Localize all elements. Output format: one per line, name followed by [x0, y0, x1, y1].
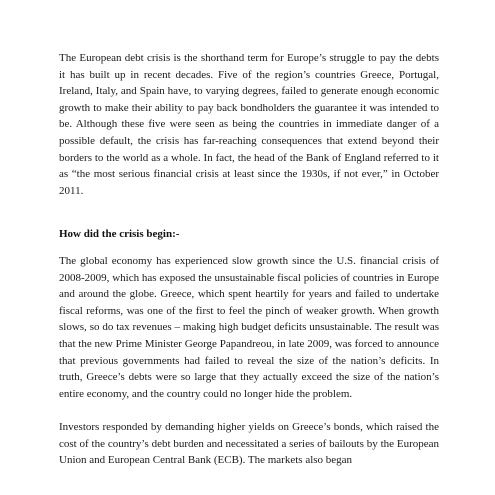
- body-paragraph-continued: Investors responded by demanding higher yields on Greece’s bonds, which raised the cost of the country’s debt burden and necessitated a series of bailouts by the European Union and European Central Bank (ECB). The markets also began: [59, 421, 439, 467]
- intro-paragraph: The European debt crisis is the shorthand term for Europe’s struggle to pay the debts it has built up in recent decades. Five of the region’s countries Greece, Portugal, Ireland, Italy, and Spain have, to varying degrees, failed to generate enough economic growth to make their ability to pay back bondholders the guarantee it was intended to be. Although these five were seen as being the countries in immediate danger of a possible default, the crisis has far-reaching consequences that extend beyond their borders to the world as a whole. In fact, the head of the Bank of England referred to it as “the most serious financial crisis at least since the 1930s, if not ever,” in October 2011.: [59, 52, 439, 197]
- body-paragraph: The global economy has experienced slow growth since the U.S. financial crisis of 2008-2009, which has exposed the unsustainable fiscal policies of countries in Europe and around the globe. Greece, which spent heartily for years and failed to undertake fiscal reforms, was one of the first to feel the pinch of weaker growth. When growth slows, so do tax revenues – making high budget deficits unsustainable. The result was that the new Prime Minister George Papandreou, in late 2009, was forced to announce that previous governments had failed to reveal the size of the nation’s deficits. In truth, Greece’s debts were so large that they actually exceed the size of the nation’s entire economy, and the country could no longer hide the problem.: [59, 255, 439, 400]
- section-heading: How did the crisis begin:-: [59, 228, 180, 240]
